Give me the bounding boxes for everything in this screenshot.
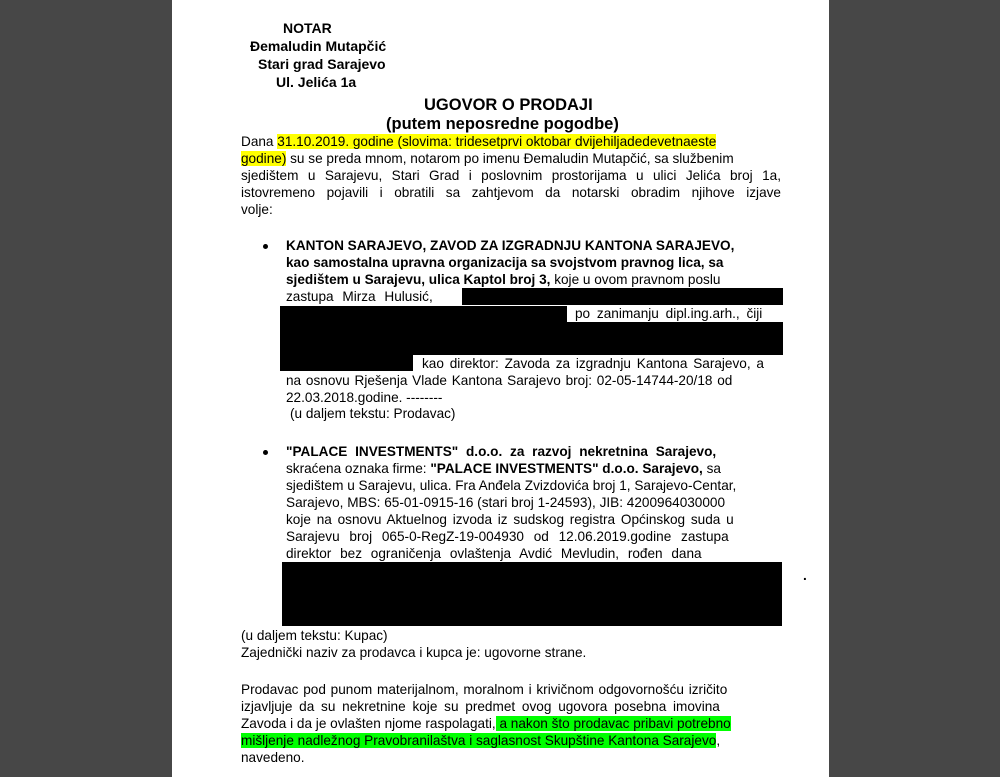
redaction-block [282, 562, 782, 626]
closing-line-3: Zavoda i da je ovlašten njome raspolagati, a nakon što prodavac pribavi potrebno [241, 716, 731, 731]
intro-line-3: sjedištem u Sarajevu, Stari Grad i poslovnim prostorijama u ulici Jelića broj 1a, [241, 168, 781, 183]
party1-line-8: kao direktor: Zavoda za izgradnju Kantona Sarajevo, a [422, 356, 764, 371]
closing-line-4: mišljenje nadležnog Pravobranilaštva i saglasnost Skupštine Kantona Sarajevo, [241, 733, 721, 748]
party1-name: KANTON SARAJEVO, ZAVOD ZA IZGRADNJU KANTONA SARAJEVO, [286, 238, 735, 253]
contract-subtitle: (putem neposredne pogodbe) [386, 115, 619, 133]
redaction-block [462, 288, 783, 305]
notary-office: Stari grad Sarajevo [258, 56, 386, 72]
party2-line-5: koje na osnovu Aktuelnog izvoda iz sudskog registra Općinskog suda u [286, 512, 734, 527]
green-highlight: a nakon što prodavac pribavi potrebno [495, 716, 731, 731]
stray-dot: . [803, 568, 807, 583]
bullet-party-2 [263, 450, 268, 455]
bullet-party-1 [263, 244, 268, 249]
date-highlight-end: godine) [241, 151, 287, 166]
party1-line-9: na osnovu Rješenja Vlade Kantona Sarajevo broj: 02-05-14744-20/18 od [286, 373, 733, 388]
party2-line-6: Sarajevu broj 065-0-RegZ-19-004930 od 12.06.2019.godine zastupa [286, 529, 729, 544]
notary-name: Đemaludin Mutapčić [250, 38, 387, 54]
intro-line-1: Dana 31.10.2019. godine (slovima: tridesetprvi oktobar dvijehiljadedevetnaeste [241, 134, 717, 149]
closing-line-5: navedeno. [241, 750, 305, 765]
party2-line-2: skraćena oznaka firme: "PALACE INVESTMENTS" d.o.o. Sarajevo, sa [286, 461, 721, 476]
date-highlight: 31.10.2019. godine (slovima: tridesetprvi oktobar dvijehiljadedevetnaeste [277, 134, 717, 149]
party2-line-3: sjedištem u Sarajevu, ulica. Fra Anđela Zvizdovića broj 1, Sarajevo-Centar, [286, 478, 737, 493]
intro-line-2: godine) su se preda mnom, notarom po imenu Đemaludin Mutapčić, sa službenim [241, 151, 734, 166]
contract-title: UGOVOR O PRODAJI [424, 96, 593, 114]
party1-line-2: kao samostalna upravna organizacija sa svojstvom pravnog lica, sa [286, 255, 724, 270]
party1-line-4: zastupa Mirza Hulusić, [286, 289, 433, 304]
party1-alias: (u daljem tekstu: Prodavac) [290, 406, 456, 421]
notary-address: Ul. Jelića 1a [276, 74, 357, 90]
redaction-block [280, 340, 783, 355]
intro-line-5: volje: [241, 202, 273, 217]
green-highlight: mišljenje nadležnog Pravobranilaštva i saglasnost Skupštine Kantona Sarajevo [241, 733, 717, 748]
closing-line-2: izjavljuje da su nekretnine koje su predmet ovog ugovora posebna imovina [241, 699, 720, 714]
buyer-alias: (u daljem tekstu: Kupac) [241, 628, 388, 643]
redaction-block [280, 306, 567, 323]
notary-title: NOTAR [283, 20, 332, 36]
party2-name: "PALACE INVESTMENTS" d.o.o. za razvoj nekretnina Sarajevo, [286, 444, 717, 459]
party2-line-4: Sarajevo, MBS: 65-01-0915-16 (stari broj 1-24593), JIB: 4200964030000 [286, 495, 726, 510]
intro-line-4: istovremeno pojavili i obratili sa zahtjevom da notarski obradim njihove izjave [241, 185, 781, 200]
party2-line-7: direktor bez ograničenja ovlaštenja Avdić Mevludin, rođen dana [286, 546, 702, 561]
redaction-block [280, 355, 413, 371]
party1-line-3: sjedištem u Sarajevu, ulica Kaptol broj 3, koje u ovom pravnom poslu [286, 272, 721, 287]
redaction-block [280, 322, 783, 340]
party1-line-10: 22.03.2018.godine. -------- [286, 390, 443, 405]
closing-line-1: Prodavac pod punom materijalnom, moralnom i krivičnom odgovornošću izričito [241, 682, 728, 697]
party1-line-5: po zanimanju dipl.ing.arh., čiji [575, 306, 763, 321]
common-name-line: Zajednički naziv za prodavca i kupca je: ugovorne strane. [241, 645, 587, 660]
